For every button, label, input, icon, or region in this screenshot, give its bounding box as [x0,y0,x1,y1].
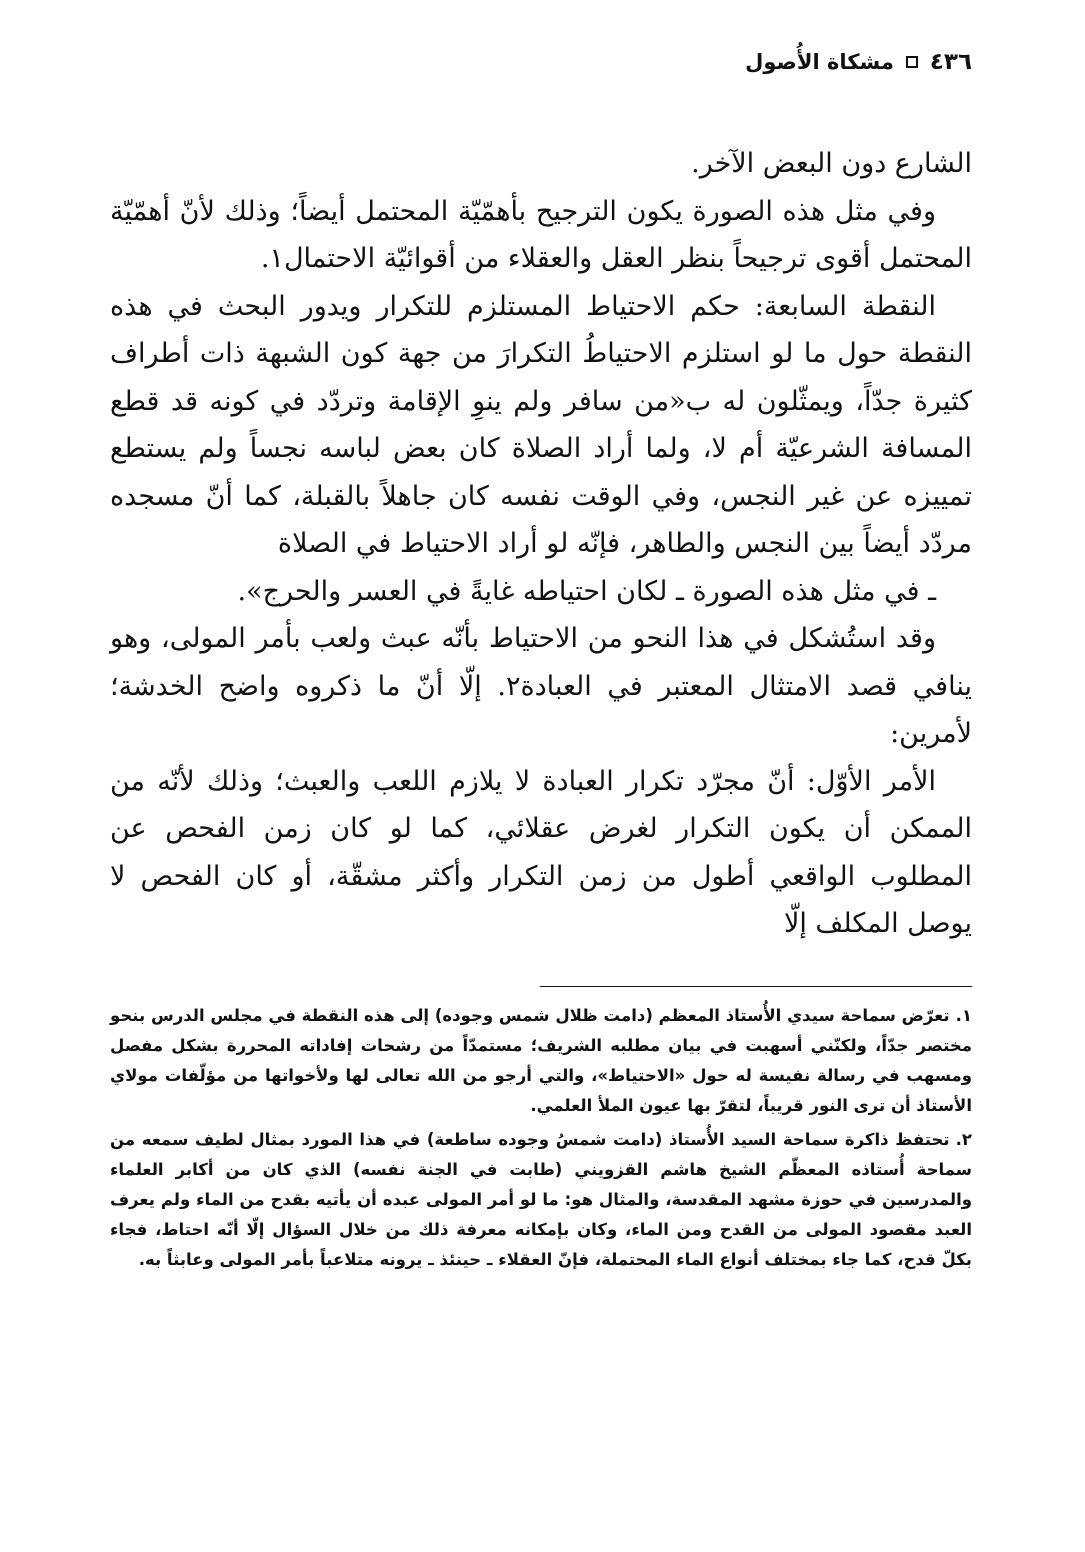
book-title: مشكاة الأُصول [745,50,894,74]
page-number: ٤٣٦ [929,49,972,75]
paragraph: وقد استُشكل في هذا النحو من الاحتياط بأنّه عبث ولعب بأمر المولى، وهو ينافي قصد الامتثال المعتبر في العبادة٢. إلّا أنّ ما ذكروه واضح الخدشة؛ لأمرين: [110,623,972,749]
footnotes [110,1001,972,1275]
main-text [110,140,972,948]
paragraph: الشارع دون البعض الآخر. [691,148,972,179]
paragraph: ـ في مثل هذه الصورة ـ لكان احتياطه غايةً في العسر والحرج». [237,575,936,607]
footnote-text: تحتفظ ذاكرة سماحة السيد الأُستاذ (دامت شمسُ وجوده ساطعة) في هذا المورد بمثال لطيف سمعه من سماحة أُستاذه المعظّم الشيخ هاشم القزويني (طابت في الجنة نفسه) الذي كان من أكابر العلماء والمدرسين في حوزة مشهد المقدسة، والمثال هو: ما لو أمر المولى عبده أن يأتيه بقدح من الماء ولم يعرف العبد مقصود المولى من القدح ومن الماء، وكان بإمكانه معرفة ذلك من خلال السؤال إلّا أنّه احتاط، فجاء بكلّ قدح، كما جاء بمختلف أنواع الماء المحتملة، فإنّ العقلاء ـ حينئذ ـ يرونه متلاعباً بأمر المولى وعابثاً به. [110,1129,972,1269]
footnote-number: ١. [955,1005,972,1025]
footnote [110,1125,972,1275]
paragraph: النقطة السابعة: حكم الاحتياط المستلزم للتكرار ويدور البحث في هذه النقطة حول ما لو استلزم الاحتياطُ التكرارَ من جهة كون الشبهة ذات أطراف كثيرة جدّاً، ويمثّلون له ب«من سافر ولم ينوِ الإقامة وتردّد في كونه قد قطع المسافة الشرعيّة أم لا، ولما أراد الصلاة كان بعض لباسه نجساً ولم يستطع تمييزه عن غير النجس، وفي الوقت نفسه كان جاهلاً بالقبلة، كما أنّ مسجده مردّد أيضاً بين النجس والطاهر، فإنّه لو أراد الاحتياط في الصلاة [110,290,972,559]
footnote [110,1001,972,1121]
running-head [110,40,972,84]
book-page [110,40,972,1520]
footnote-number: ٢. [955,1129,972,1149]
footnote-text: تعرّض سماحة سيدي الأُستاذ المعظم (دامت ظلال شمس وجوده) إلى هذه النقطة في مجلس الدرس بنحو مختصر جدّاً، ولكنّني أسهبت في بيان مطلبه الشريف؛ مستمدّاً من رشحات إفاداته المحررة بشكل مفصل ومسهب في رسالة نفيسة له حول «الاحتياط»، والتي أرجو من الله تعالى لها ولأخواتها من مؤلّفات مولاي الأستاذ أن ترى النور قريباً، لتقرّ بها عيون الملأ العلمي. [110,1005,972,1115]
footnote-divider [540,986,972,987]
square-separator-icon [906,56,918,68]
paragraph: وفي مثل هذه الصورة يكون الترجيح بأهمّيّة المحتمل أيضاً؛ وذلك لأنّ أهمّيّة المحتمل أقوى ترجيحاً بنظر العقل والعقلاء من أقوائيّة الاحتمال١. [110,195,972,274]
paragraph: الأمر الأوّل: أنّ مجرّد تكرار العبادة لا يلازم اللعب والعبث؛ وذلك لأنّه من الممكن أن يكون التكرار لغرض عقلائي، كما لو كان زمن الفحص عن المطلوب الواقعي أطول من زمن التكرار وأكثر مشقّة، أو كان الفحص لا يوصل المكلف إلّا [110,765,972,939]
